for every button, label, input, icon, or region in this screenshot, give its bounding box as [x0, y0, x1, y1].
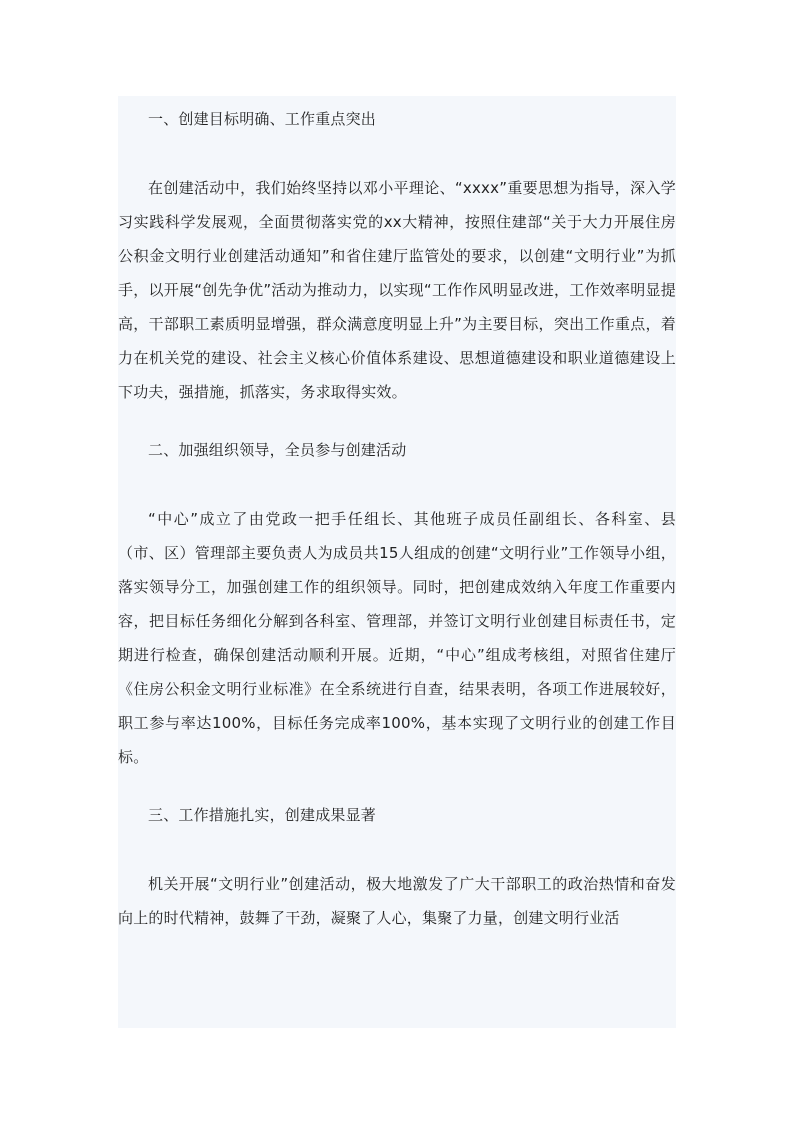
section-paragraph-3: 机关开展“文明行业”创建活动，极大地激发了广大干部职工的政治热情和奋发向上的时代精神，鼓舞了干劲，凝聚了人心，集聚了力量，创建文明行业活 [118, 875, 676, 927]
section-heading-3: 三、工作措施扎实，创建成果显著 [148, 806, 377, 824]
section-paragraph-2: “中心”成立了由党政一把手任组长、其他班子成员任副组长、各科室、县（市、区）管理部主要负责人为成员共15人组成的创建“文明行业”工作领导小组，落实领导分工，加强创建工作的组织领导。同时，把创建成效纳入年度工作重要内容，把目标任务细化分解到各科室、管理部，并签订文明行业创建目标责任书，定期进行检查，确保创建活动顺利开展。近期，“中心”组成考核组，对照省住建厅《住房公积金文明行业标准》在全系统进行自查，结果表明，各项工作进展较好，职工参与率达100%，目标任务完成率100%，基本实现了文明行业的创建工作目标。 [118, 510, 676, 766]
document-text-block [118, 96, 676, 1028]
section-paragraph-1: 在创建活动中，我们始终坚持以邓小平理论、“xxxx”重要思想为指导，深入学习实践科学发展观，全面贯彻落实党的xx大精神，按照住建部“关于大力开展住房公积金文明行业创建活动通知”和省住建厅监管处的要求，以创建“文明行业”为抓手，以开展“创先争优”活动为推动力，以实现“工作作风明显改进，工作效率明显提高，干部职工素质明显增强，群众满意度明显上升”为主要目标，突出工作重点，着力在机关党的建设、社会主义核心价值体系建设、思想道德建设和职业道德建设上下功夫，强措施，抓落实，务求取得实效。 [118, 179, 676, 401]
section-heading-2: 二、加强组织领导，全员参与创建活动 [148, 441, 407, 459]
section-heading-1: 一、创建目标明确、工作重点突出 [148, 110, 377, 128]
